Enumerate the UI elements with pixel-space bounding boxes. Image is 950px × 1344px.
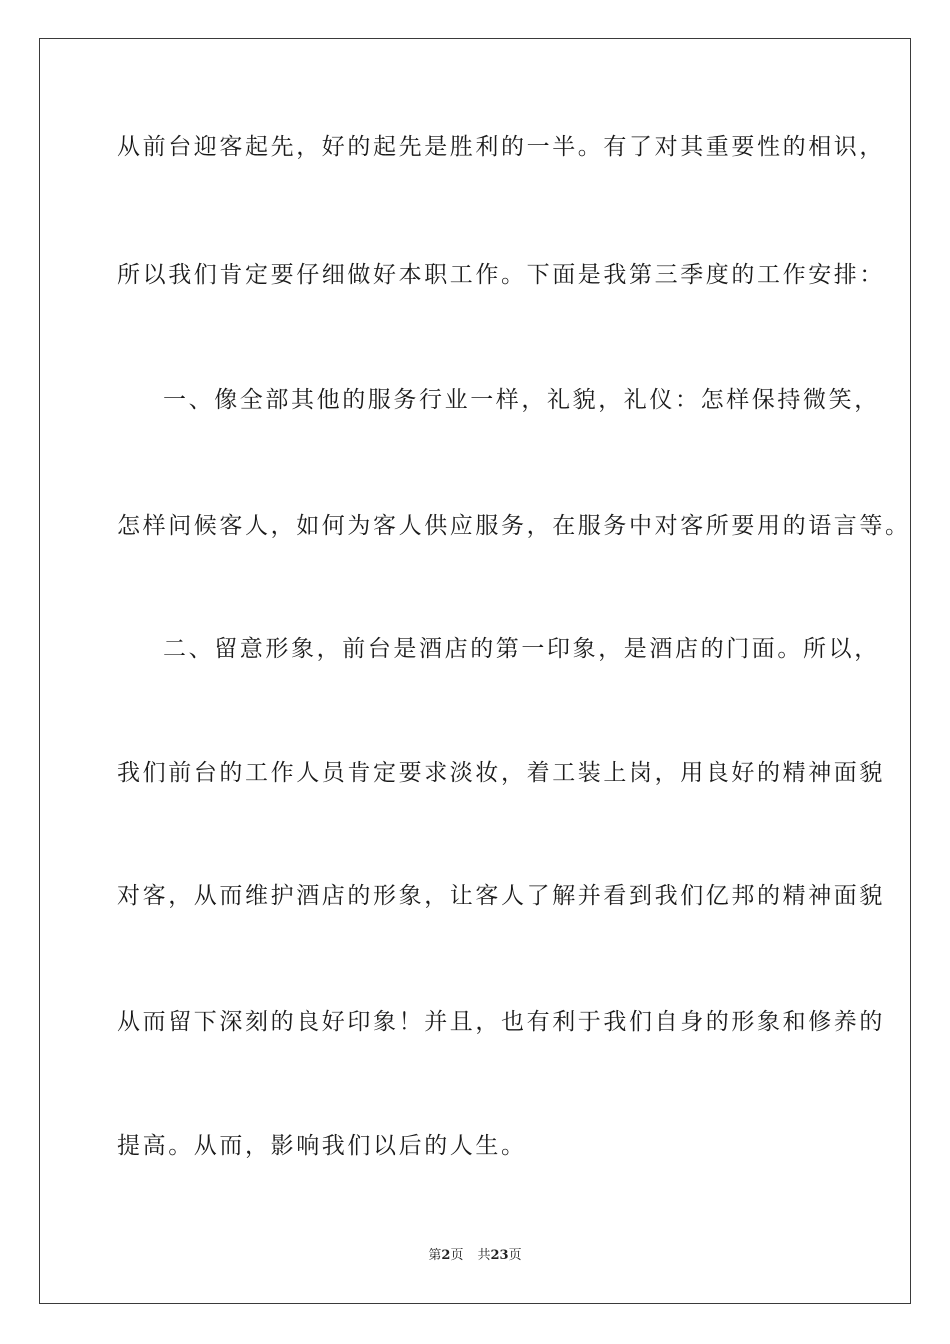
section-one-heading-line: 一、像全部其他的服务行业一样，礼貌，礼仪：怎样保持微笑， bbox=[163, 387, 880, 413]
total-page-count: 23 bbox=[490, 1248, 509, 1263]
body-text-line: 对客，从而维护酒店的形象，让客人了解并看到我们亿邦的精神面貌 bbox=[117, 883, 885, 909]
section-two-heading-line: 二、留意形象，前台是酒店的第一印象，是酒店的门面。所以， bbox=[163, 636, 880, 662]
page-border bbox=[39, 38, 911, 1304]
body-text-line: 从而留下深刻的良好印象！并且，也有利于我们自身的形象和修养的 bbox=[117, 1009, 885, 1035]
body-text-line: 提高。从而，影响我们以后的人生。 bbox=[117, 1133, 527, 1159]
page-footer bbox=[0, 1247, 950, 1265]
page-indicator: 第2页 bbox=[428, 1248, 464, 1263]
body-text-line: 我们前台的工作人员肯定要求淡妆，着工装上岗，用良好的精神面貌 bbox=[117, 760, 885, 786]
body-text-line: 所以我们肯定要仔细做好本职工作。下面是我第三季度的工作安排： bbox=[117, 262, 885, 288]
current-page-number: 2 bbox=[441, 1248, 451, 1263]
total-pages-indicator: 共23页 bbox=[477, 1248, 522, 1263]
body-text-line: 从前台迎客起先，好的起先是胜利的一半。有了对其重要性的相识， bbox=[117, 134, 885, 160]
body-text-line: 怎样问候客人，如何为客人供应服务，在服务中对客所要用的语言等。 bbox=[117, 513, 911, 539]
